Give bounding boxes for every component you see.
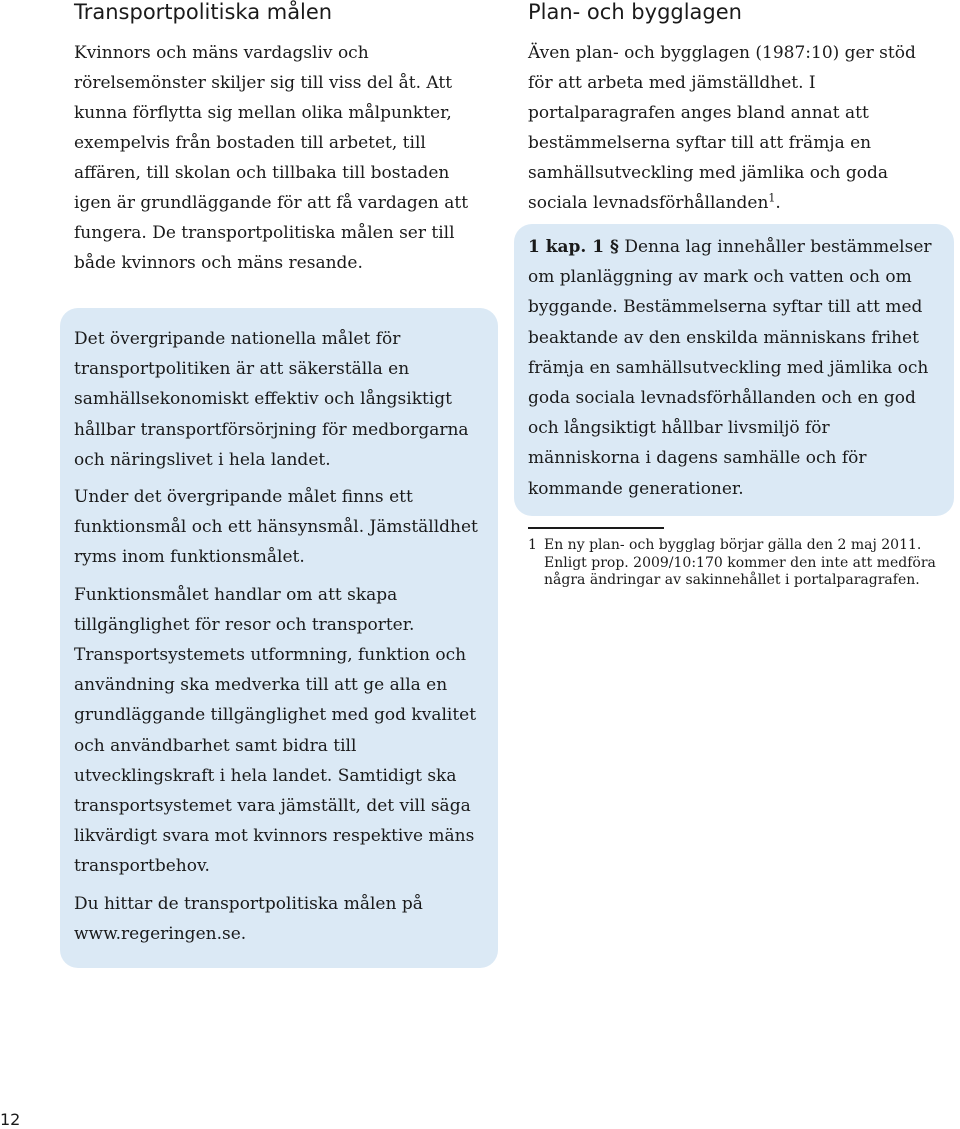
right-intro-end: .	[775, 193, 781, 213]
pbl-quote-box	[514, 224, 954, 516]
footnote-number: 1	[528, 537, 537, 553]
right-intro-text: Även plan- och bygglagen (1987:10) ger stöd för att arbeta med jämställdhet. I portalparagrafen anges bland annat att bestämmelserna syftar till att främja en samhällsutveckling med jämlika och goda sociala levnadsförhållanden	[528, 43, 916, 213]
box-paragraph-3: Funktionsmålet handlar om att skapa tillgänglighet för resor och transporter. Transportsystemets utformning, funktion och användning ska medverka till att ge alla en grundläggande tillgänglighet med god kvalitet och användbarhet samt bidra till utvecklingskraft i hela landet. Samtidigt ska transportsystemet vara jämställt, det vill säga likvärdigt svara mot kvinnors respektive mäns transportbehov.	[74, 584, 477, 877]
left-heading: Transportpolitiska målen	[74, 0, 333, 24]
left-intro-paragraph: Kvinnors och mäns vardagsliv och rörelsemönster skiljer sig till viss del åt. Att kunna förflytta sig mellan olika målpunkter, exempelvis från bostaden till arbetet, till affären, till skolan och tillbaka till bostaden igen är grundläggande för att få vardagen att fungera. De transportpolitiska målen ser till både kvinnors och mäns resande.	[74, 43, 469, 273]
box-paragraph-2: Under det övergripande målet finns ett funktionsmål och ett hänsynsmål. Jämställdhet ryms inom funktionsmålet.	[74, 487, 478, 568]
box-paragraph-4: Du hittar de transportpolitiska målen på www.regeringen.se.	[74, 893, 423, 944]
box-paragraph-1: Det övergripande nationella målet för transportpolitiken är att säkerställa en samhällsekonomiskt effektiv och långsiktigt hållbar transportförsörjning för medborgarna och näringslivet i hela landet.	[74, 329, 469, 470]
transport-goals-box	[60, 308, 498, 968]
footnote-text: En ny plan- och bygglag börjar gälla den 2 maj 2011. Enligt prop. 2009/10:170 kommer den inte att medföra några ändringar av sakinnehållet i portalparagrafen.	[544, 537, 936, 588]
pbl-section-reference: 1 kap. 1 §	[528, 237, 619, 257]
right-heading: Plan- och bygglagen	[528, 0, 742, 24]
pbl-quote	[528, 232, 940, 504]
footnote	[528, 537, 946, 590]
right-intro-paragraph	[528, 38, 938, 218]
page-number: 12	[0, 1110, 21, 1129]
pbl-quote-text: Denna lag innehåller bestämmelser om planläggning av mark och vatten och om byggande. Bestämmelserna syftar till att med beaktande av den enskilda människans frihet främja en samhällsutveckling med jämlika och goda sociala levnadsförhållanden och en god och långsiktigt hållbar livsmiljö för människorna i dagens samhälle och för kommande generationer.	[528, 237, 932, 499]
footnote-reference: 1	[768, 191, 776, 205]
footnote-divider	[528, 527, 664, 529]
